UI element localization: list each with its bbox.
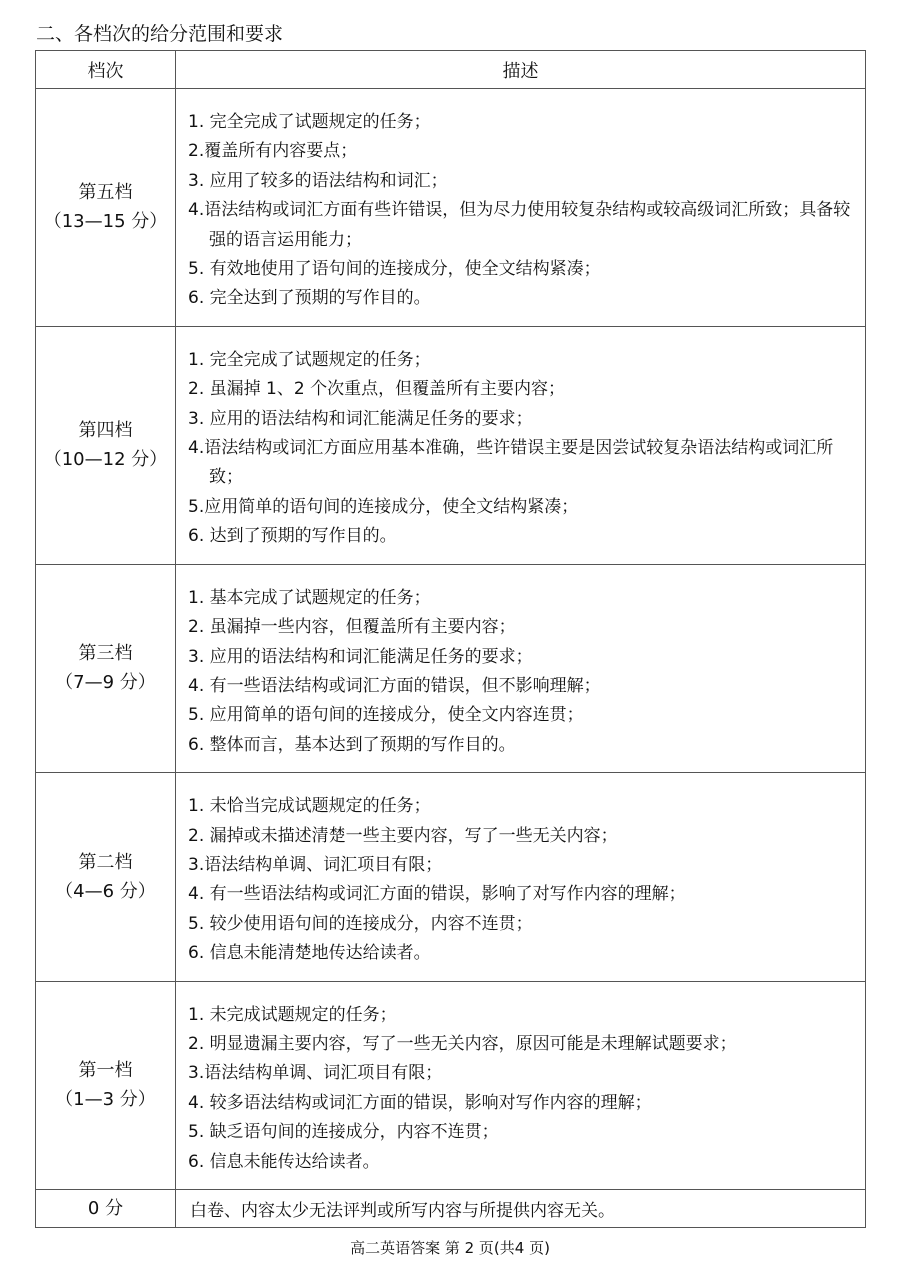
criterion-item: 1. 基本完成了试题规定的任务； [188,587,431,608]
criterion-item: 6. 达到了预期的写作目的。 [188,526,397,547]
criterion-item: 3. 应用了较多的语法结构和词汇； [188,170,448,191]
criterion-item: 4.语法结构或词汇方面应用基本准确，些许错误主要是因尝试较复杂语法结构或词汇所致； [188,438,834,488]
criterion-item: 1. 未完成试题规定的任务； [188,1004,397,1025]
criterion-item: 2. 虽漏掉 1、2 个次重点，但覆盖所有主要内容； [188,379,566,400]
criteria-list [188,346,855,552]
criteria-list [188,792,855,968]
criterion-item: 3. 应用的语法结构和词汇能满足任务的要求； [188,646,533,667]
criterion-item: 2. 虽漏掉一些内容，但覆盖所有主要内容； [188,617,516,638]
grading-table [35,50,866,1228]
criterion-item: 4. 有一些语法结构或词汇方面的错误，但不影响理解； [188,675,601,696]
page-footer: 高二英语答案 第 2 页(共4 页) [350,1239,550,1257]
criterion-item: 1. 完全完成了试题规定的任务； [188,349,431,370]
level-range: （10—12 分） [43,449,168,471]
criterion-item: 4. 较多语法结构或词汇方面的错误，影响对写作内容的理解； [188,1092,652,1113]
description-cell-zero: 白卷、内容太少无法评判或所写内容与所提供内容无关。 [176,1190,866,1228]
criterion-item: 1. 完全完成了试题规定的任务； [188,112,431,132]
level-cell [36,981,176,1189]
level-name: 第四档 [78,420,133,442]
table-row-level-4 [36,326,866,564]
criterion-item: 6. 信息未能清楚地传达给读者。 [188,943,431,964]
description-cell [176,981,866,1189]
criterion-item: 3. 应用的语法结构和词汇能满足任务的要求； [188,408,533,429]
criterion-item: 2. 漏掉或未描述清楚一些主要内容，写了一些无关内容； [188,825,618,846]
criterion-item: 6. 信息未能传达给读者。 [188,1151,380,1172]
table-row-zero [36,1190,866,1228]
level-cell-zero: 0 分 [36,1190,176,1228]
criterion-item: 5.应用简单的语句间的连接成分，使全文结构紧凑； [188,496,579,517]
level-cell [36,89,176,327]
level-name: 第一档 [78,1060,133,1082]
section-title: 二、各档次的给分范围和要求 [36,23,284,45]
criterion-item: 2. 明显遗漏主要内容，写了一些无关内容，原因可能是未理解试题要求； [188,1033,737,1054]
table-header-row [36,51,866,89]
level-cell [36,326,176,564]
criterion-item: 3.语法结构单调、词汇项目有限； [188,854,443,875]
level-range: （4—6 分） [55,880,156,902]
criterion-item: 6. 整体而言，基本达到了预期的写作目的。 [188,734,516,755]
table-row-level-1 [36,981,866,1189]
criterion-item: 5. 应用简单的语句间的连接成分，使全文内容连贯； [188,705,584,726]
level-range: （7—9 分） [55,672,156,694]
description-cell [176,326,866,564]
level-cell [36,564,176,772]
criterion-item: 1. 未恰当完成试题规定的任务； [188,796,431,817]
description-cell [176,89,866,327]
description-cell [176,773,866,981]
level-range: （1—3 分） [55,1089,156,1111]
level-cell [36,773,176,981]
level-name: 第三档 [78,643,133,665]
level-name: 第二档 [78,851,133,873]
header-level: 档次 [36,51,176,89]
criterion-item: 5. 缺乏语句间的连接成分，内容不连贯； [188,1122,499,1143]
criterion-item: 2.覆盖所有内容要点； [188,141,358,162]
table-row-level-5 [36,89,866,327]
criterion-item: 5. 有效地使用了语句间的连接成分，使全文结构紧凑； [188,259,601,280]
level-range: （13—15 分） [43,211,168,233]
criterion-item: 4.语法结构或词汇方面有些许错误，但为尽力使用较复杂结构或较高级词汇所致；具备较强的语言运用能力； [188,200,851,250]
criterion-item: 4. 有一些语法结构或词汇方面的错误，影响了对写作内容的理解； [188,884,686,905]
criteria-list [188,1001,855,1177]
criteria-list [188,584,855,760]
criteria-list [188,108,855,314]
header-description: 描述 [176,51,866,89]
criterion-item: 6. 完全达到了预期的写作目的。 [188,288,431,309]
description-cell [176,564,866,772]
level-name: 第五档 [78,182,133,204]
table-row-level-2 [36,773,866,981]
table-row-level-3 [36,564,866,772]
criterion-item: 5. 较少使用语句间的连接成分，内容不连贯； [188,913,533,934]
criterion-item: 3.语法结构单调、词汇项目有限； [188,1063,443,1084]
